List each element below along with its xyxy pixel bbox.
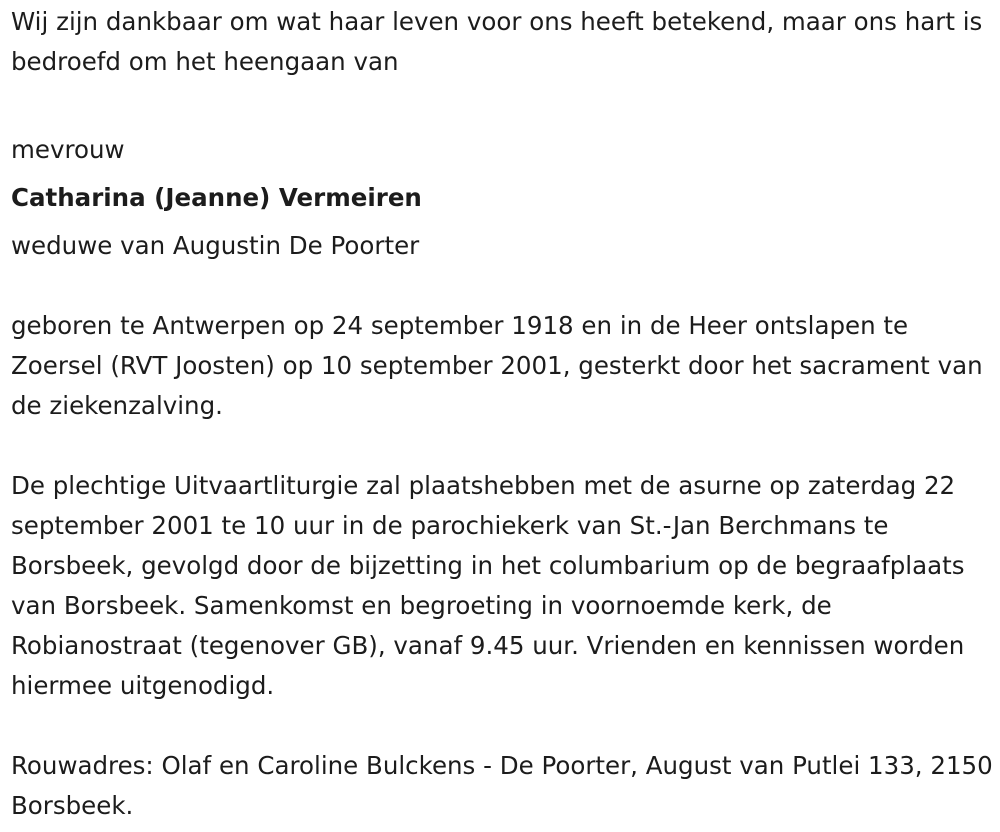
address-paragraph: Rouwadres: Olaf en Caroline Bulckens - De Poorter, August van Putlei 133, 2150 Borsbeek.	[11, 751, 993, 820]
relation-line: weduwe van Augustin De Poorter	[11, 231, 420, 260]
birth-death-paragraph: geboren te Antwerpen op 24 september 1918 en in de Heer ontslapen te Zoersel (RVT Joosten) op 10 september 2001, gesterkt door het sacrament van de ziekenzalving.	[11, 311, 983, 420]
spacer	[11, 266, 993, 306]
deceased-name: Catharina (Jeanne) Vermeiren	[11, 183, 422, 212]
honorific: mevrouw	[11, 135, 125, 164]
death-notice	[11, 2, 993, 826]
spacer	[11, 426, 993, 466]
spacer	[11, 706, 993, 746]
funeral-paragraph: De plechtige Uitvaartliturgie zal plaatshebben met de asurne op zaterdag 22 september 2001 te 10 uur in de parochiekerk van St.-Jan Berchmans te Borsbeek, gevolgd door de bijzetting in het columbarium op de begraafplaats van Borsbeek. Samenkomst en begroeting in voornoemde kerk, de Robianostraat (tegenover GB), vanaf 9.45 uur. Vrienden en kennissen worden hiermee uitgenodigd.	[11, 471, 965, 700]
spacer	[11, 82, 993, 122]
intro-paragraph: Wij zijn dankbaar om wat haar leven voor ons heeft betekend, maar ons hart is bedroefd om het heengaan van	[11, 7, 983, 76]
